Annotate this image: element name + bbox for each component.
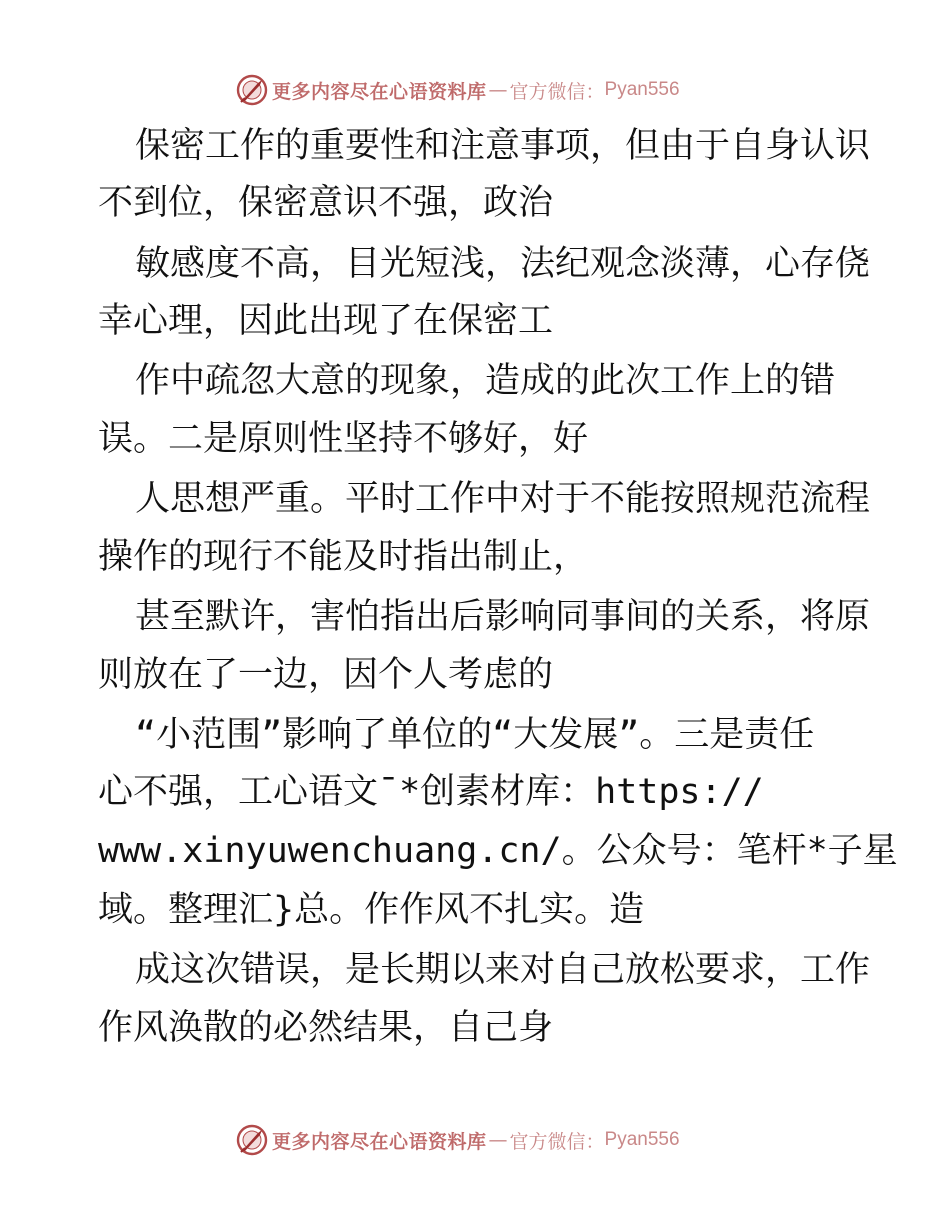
body-line: 域。整理汇}总。作作风不扎实。造 bbox=[98, 890, 645, 930]
body-line: 心不强，工心语文¯*创素材库：https:// bbox=[98, 772, 764, 812]
body-line: 保密工作的重要性和注意事项，但由于自身认识 bbox=[135, 126, 871, 166]
banner-title: 更多内容尽在心语资料库 bbox=[272, 1130, 487, 1153]
body-line: 误。二是原则性坚持不够好，好 bbox=[98, 419, 589, 459]
body-line: 成这次错误，是长期以来对自己放松要求，工作 bbox=[135, 950, 871, 990]
body-line: 幸心理，因此出现了在保密工 bbox=[98, 301, 554, 341]
header-banner bbox=[236, 72, 680, 108]
body-line: 操作的现行不能及时指出制止， bbox=[98, 537, 589, 577]
banner-dash: — bbox=[488, 1129, 508, 1151]
banner-dash: — bbox=[488, 79, 508, 101]
banner-wechat-id: Pyan556 bbox=[604, 79, 680, 100]
body-line: 敏感度不高，目光短浅，法纪观念淡薄，心存侥 bbox=[135, 244, 871, 284]
banner-wechat-label: 官方微信： bbox=[509, 1130, 605, 1153]
quill-logo-icon bbox=[236, 1124, 268, 1156]
body-line: 则放在了一边，因个人考虑的 bbox=[98, 655, 554, 695]
banner-title: 更多内容尽在心语资料库 bbox=[272, 80, 487, 103]
footer-banner bbox=[236, 1122, 680, 1158]
banner-wechat-id: Pyan556 bbox=[604, 1129, 680, 1150]
body-line: 作风涣散的必然结果，自己身 bbox=[98, 1008, 554, 1048]
body-line: 作中疏忽大意的现象，造成的此次工作上的错 bbox=[135, 361, 836, 401]
banner-wechat-label: 官方微信： bbox=[509, 80, 605, 103]
body-line: 不到位，保密意识不强，政治 bbox=[98, 183, 554, 223]
quill-logo-icon bbox=[236, 74, 268, 106]
body-line: www.xinyuwenchuang.cn/。公众号：笔杆*子星 bbox=[98, 831, 898, 871]
body-line: 甚至默许，害怕指出后影响同事间的关系，将原 bbox=[135, 597, 871, 637]
body-line: “小范围”影响了单位的“大发展”。三是责任 bbox=[135, 715, 815, 755]
body-line: 人思想严重。平时工作中对于不能按照规范流程 bbox=[135, 479, 871, 519]
